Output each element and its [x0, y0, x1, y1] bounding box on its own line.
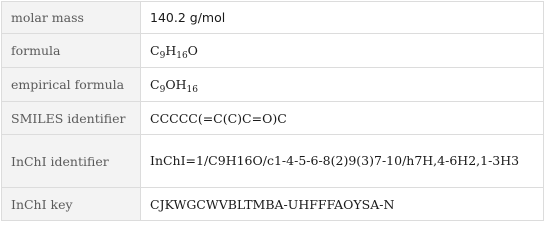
formula-element: H [165, 43, 177, 58]
row-empirical-formula [2, 68, 544, 102]
molar-mass-label: molar mass [2, 2, 141, 34]
formula-label: formula [2, 34, 141, 68]
formula-element: O [187, 43, 198, 58]
inchi-label: InChI identifier [2, 135, 141, 188]
properties-table [1, 1, 544, 221]
formula-subscript: 9 [159, 85, 166, 95]
smiles-label: SMILES identifier [2, 102, 141, 135]
inchi-value: InChI=1/C9H16O/c1-4-5-6-8(2)9(3)7-10/h7H,4-6H2,1-3H3 [141, 135, 544, 188]
formula-subscript: 16 [186, 85, 198, 95]
formula-subscript: 9 [159, 51, 166, 61]
row-inchi [2, 135, 544, 188]
empirical-formula-label: empirical formula [2, 68, 141, 102]
inchi-key-label: InChI key [2, 188, 141, 221]
formula-element: H [175, 77, 187, 92]
row-formula [2, 34, 544, 68]
formula-element: O [165, 77, 176, 92]
smiles-value: CCCCC(=C(C)C=O)C [141, 102, 544, 135]
row-inchi-key [2, 188, 544, 221]
formula-subscript: 16 [176, 51, 188, 61]
molar-mass-value: 140.2 g/mol [141, 2, 544, 34]
formula-element: C [150, 77, 160, 92]
empirical-formula-value [141, 68, 544, 102]
row-molar-mass [2, 2, 544, 34]
inchi-key-value: CJKWGCWVBLTMBA-UHFFFAOYSA-N [141, 188, 544, 221]
formula-element: C [150, 43, 160, 58]
formula-value [141, 34, 544, 68]
row-smiles [2, 102, 544, 135]
